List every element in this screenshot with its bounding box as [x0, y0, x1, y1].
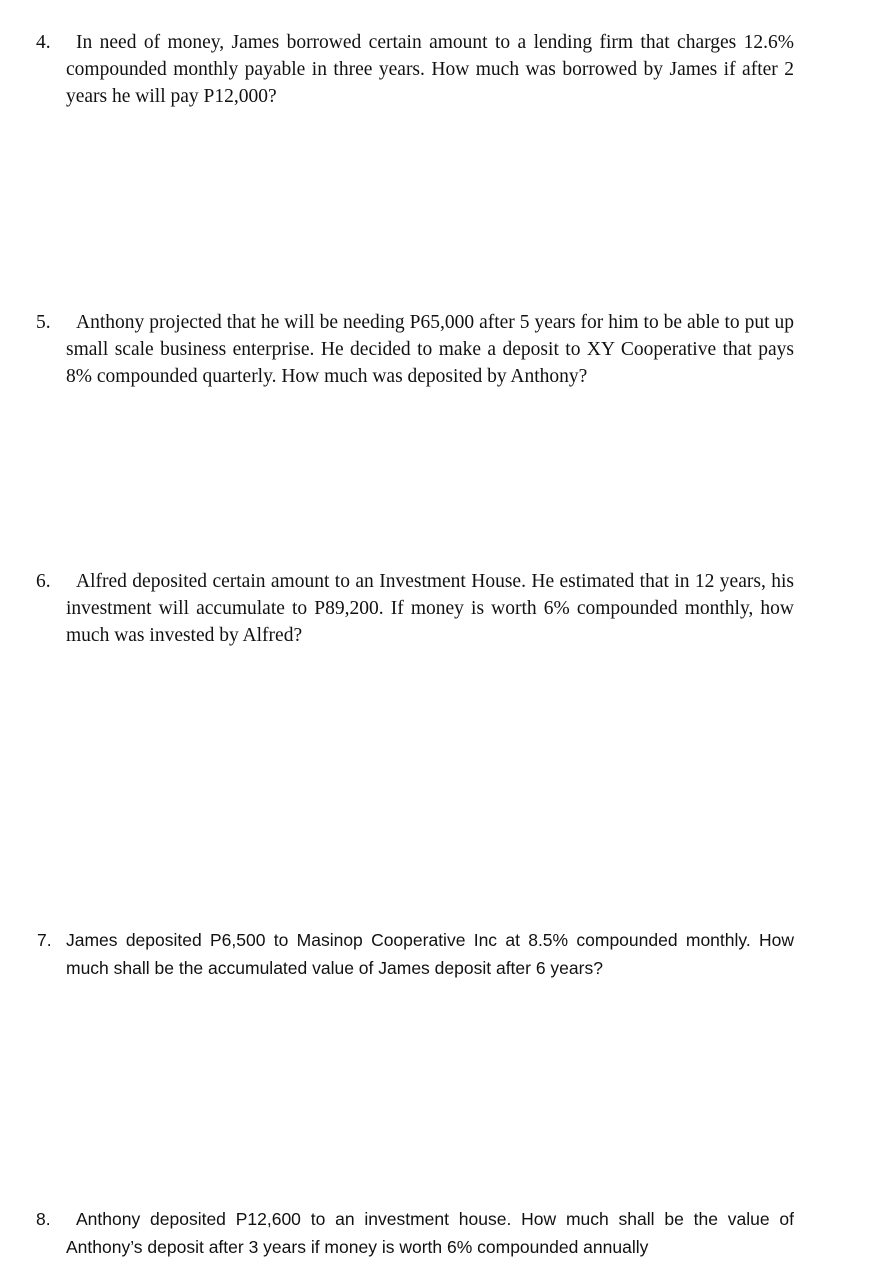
problem-number: 4.	[36, 32, 51, 53]
problem-text: In need of money, James borrowed certain amount to a lending firm that charges 12.6% compounded monthly payable in three years. How much was borrowed by James if after 2 years he will pay P12,000?	[66, 32, 794, 107]
problem-text: Anthony deposited P12,600 to an investment house. How much shall be the value of Anthony’s deposit after 3 years if money is worth 6% compounded annually	[66, 1209, 794, 1257]
problem-number: 5.	[36, 312, 51, 333]
problem-number: 7.	[37, 930, 52, 950]
problem-text: Alfred deposited certain amount to an Investment House. He estimated that in 12 years, his investment will accumulate to P89,200. If money is worth 6% compounded monthly, how much was invested by Alfred?	[66, 571, 794, 646]
problem-number: 6.	[36, 571, 51, 592]
problem-number: 8.	[36, 1209, 51, 1229]
problem-text: Anthony projected that he will be needing P65,000 after 5 years for him to be able to put up small scale business enterprise. He decided to make a deposit to XY Cooperative that pays 8% compounded quarterly. How much was deposited by Anthony?	[66, 312, 794, 387]
problem-text: James deposited P6,500 to Masinop Cooperative Inc at 8.5% compounded monthly. How much shall be the accumulated value of James deposit after 6 years?	[66, 930, 794, 978]
